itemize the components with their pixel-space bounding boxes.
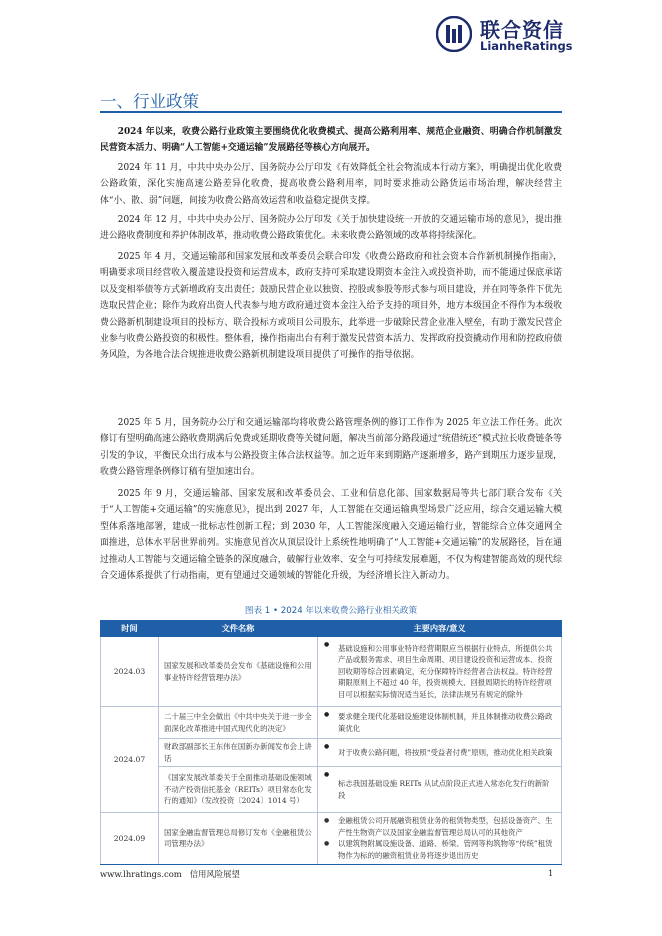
meaning-bullet: ● 以建筑物附属设施设备、道路、桥梁、管网等构筑物等“传统”租赁物作为标的的融资租赁业务将逐步退出历史	[324, 839, 553, 860]
row-meaning: ● 要求健全现代化基础设施建设体制机制，并且体制推动收费公路政策优化	[318, 707, 562, 739]
row-document: 二十届三中全会做出《中共中央关于进一步全面深化改革推进中国式现代化的决定》	[159, 707, 318, 739]
header-document: 文件名称	[159, 621, 318, 637]
paragraph-2025-04: 2025 年 4 月，交通运输部和国家发展和改革委员会联合印发《收费公路政府和社会资本合作新机制操作指南》，明确要求项目经营收入覆盖建设投资和运营成本，政府支持可采取建设期资本金注入或投资补助，而不能通过保底承诺以及变相举债等方式新增政府支出责任；鼓励民营企业以独资、控股或参股等形式参与项目建设，并在同等条件下优先选取民营企业；除作为政府出资人代表参与地方政府通过资本金注入给予支持的项目外，地方本级国企不得作为本级收费公路新机制建设项目的投标方、联合投标方或项目公司股东，此举进一步破除民营企业准入壁垒，有助于激发民营企业参与收费公路投资的积极性。整体看，操作指南出台有利于激发民营资本活力、发挥政府投资撬动作用和防控政府债务风险，为各地合法合规推进收费公路新机制建设项目提供了可操作的指导依据。	[100, 252, 562, 361]
bullet-icon: ●	[324, 817, 330, 825]
table-row	[101, 637, 562, 707]
header-meaning: 主要内容/意义	[318, 621, 562, 637]
table-caption: 图表 1 • 2024 年以来收费公路行业相关政策	[244, 606, 418, 616]
logo-chinese-name: 联合资信	[480, 18, 564, 42]
footer-slogan: 信用风险展望	[189, 869, 240, 879]
paragraph-2025-05: 2025 年 5 月，国务院办公厅和交通运输部均将收费公路管理条例的修订工作作为 2025 年立法工作任务。此次修订有望明确高速公路收费期满后免费或延期收费等关键问题，解决当前部分路段通过“统借统还”模式拉长收费链条等引发的争议，平衡民众出行成本与公路投资主体合法权益等。加之近年来到期路产逐渐增多，路产到期压力逐步显现，收费公路管理条例修订稿有望加速出台。	[100, 418, 562, 478]
row-document: 国家发展和改革委员会发布《基础设施和公用事业特许经营管理办法》	[159, 637, 318, 707]
row-time: 2024.09	[101, 813, 159, 864]
row-document: 《国家发展改革委关于全面推动基础设施领域不动产投资信托基金（REITs）项目常态化发行的通知》（发改投资〔2024〕1014 号）	[159, 767, 318, 813]
row-time: 2024.03	[101, 637, 159, 707]
paragraph-2024-11: 2024 年 11 月，中共中央办公厅、国务院办公厅印发《有效降低全社会物流成本行动方案》，明确提出优化收费公路政策，深化实施高速公路差异化收费，提高收费公路利用率，同时要求推动公路货运市场治理，解决经营主体“小、散、弱”问题，间接为收费公路高效运营和收益稳定提供支撑。	[100, 163, 562, 206]
header-time: 时间	[101, 621, 159, 637]
row-meaning: ● 基础设施和公用事业特许经营期限应当根据行业特点、所提供公共产品或服务需求、项目生命周期、项目建设投资和运营成本、投资回收期等综合因素确定，充分保障特许经营者合法权益。特许经营期限原则上不超过 40 年，投资规模大、回报周期长的特许经营项目可以根据实际情况适当延长，法律法规另有规定的除外	[318, 637, 562, 707]
table-row	[101, 813, 562, 864]
row-meaning: ● 对于收费公路问题，将按照“受益者付费”原则，推动优化相关政策	[318, 739, 562, 767]
meaning-bullet: ● 金融租赁公司开展融资租赁业务的租赁物类型，包括设备资产、生产性生物资产以及国家金融监督管理总局认可的其他资产	[324, 816, 553, 837]
footer-left	[100, 868, 240, 880]
table-header-row	[101, 621, 562, 637]
row-time: 2024.07	[101, 707, 159, 813]
row-meaning: ● 标志我国基础设施 REITs 从试点阶段正式进入常态化发行的新阶段	[318, 767, 562, 813]
paragraph-2025-09: 2025 年 9 月，交通运输部、国家发展和改革委员会、工业和信息化部、国家数据局等共七部门联合发布《关于“人工智能+交通运输”的实施意见》，提出到 2027 年，人工智能在交通运输典型场景广泛应用，综合交通运输大模型体系落地部署，建成一批标志性创新工程；到 2030 年，人工智能深度融入交通运输行业，智能综合立体交通网全面推进，总体水平居世界前列。实施意见首次从顶层设计上系统性地明确了“人工智能+交通运输”的发展路径，旨在通过推动人工智能与交通运输全链条的深度融合，破解行业效率、安全与可持续发展难题，不仅为构建智能高效的现代综合交通体系提供了行动指南，更有望通过交通领域的智能化升级，为经济增长注入新动力。	[100, 489, 562, 582]
footer-divider	[100, 864, 562, 865]
section-title: 一、行业政策	[100, 92, 199, 111]
logo-english-name: LianheRatings	[480, 39, 573, 53]
paragraph-2024-12: 2024 年 12 月，中共中央办公厅、国务院办公厅印发《关于加快建设统一开放的交通运输市场的意见》，提出推进公路收费制度和养护体制改革，推动收费公路政策优化。未来收费公路领域的改革将持续深化。	[100, 215, 562, 242]
bullet-icon: ●	[324, 840, 330, 848]
policy-table	[100, 620, 562, 865]
paragraph-summary: 2024 年以来，收费公路行业政策主要围绕优化收费模式、提高公路利用率、规范企业融资、明确合作机制激发民营资本活力、明确“人工智能+交通运输”发展路径等核心方向展开。	[100, 127, 562, 154]
table-row	[101, 767, 562, 813]
table-row	[101, 739, 562, 767]
row-meaning	[318, 813, 562, 864]
table-row	[101, 707, 562, 739]
company-logo	[436, 14, 636, 54]
section-divider	[100, 111, 562, 113]
lianhe-logo-icon	[436, 16, 472, 52]
row-document: 国家金融监督管理总局修订发布《金融租赁公司管理办法》	[159, 813, 318, 864]
page-number: 1	[548, 868, 554, 878]
footer-website-link[interactable]: www.lhratings.com	[100, 869, 182, 879]
row-document: 财政部副部长王东伟在国新办新闻发布会上讲话	[159, 739, 318, 767]
